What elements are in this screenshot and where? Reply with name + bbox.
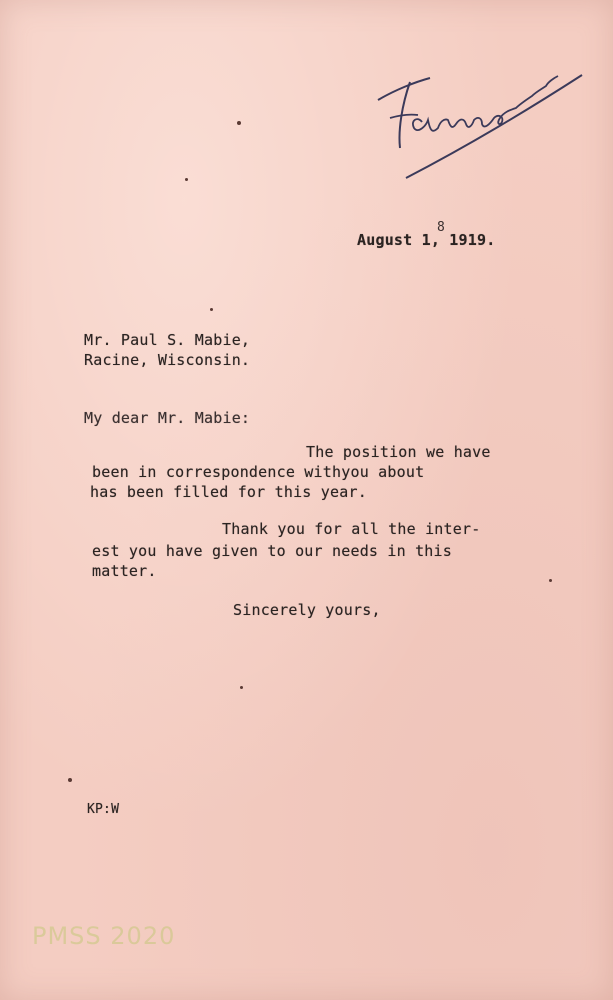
paper-speck	[185, 178, 188, 181]
body-line: est you have given to our needs in this	[92, 542, 452, 560]
paper-speck	[210, 308, 213, 311]
watermark: PMSS 2020	[32, 922, 176, 950]
paper-speck	[549, 579, 552, 582]
paper-speck	[240, 686, 243, 689]
recipient-name: Mr. Paul S. Mabie,	[84, 331, 251, 349]
body-line: matter.	[92, 562, 157, 580]
salutation: My dear Mr. Mabie:	[84, 409, 251, 427]
recipient-location: Racine, Wisconsin.	[84, 351, 251, 369]
paper-speck	[68, 778, 72, 782]
body-line: been in correspondence withyou about	[92, 463, 425, 481]
typist-initials: KP:W	[87, 802, 120, 817]
paper-speck	[237, 121, 241, 125]
handwritten-annotation	[370, 60, 590, 190]
closing: Sincerely yours,	[233, 601, 381, 619]
body-line: has been filled for this year.	[90, 483, 367, 501]
body-line: The position we have	[306, 443, 491, 461]
body-line: Thank you for all the inter-	[222, 520, 481, 538]
letter-date: August 1, 1919.	[357, 231, 496, 249]
date-correction: 8	[437, 220, 445, 235]
